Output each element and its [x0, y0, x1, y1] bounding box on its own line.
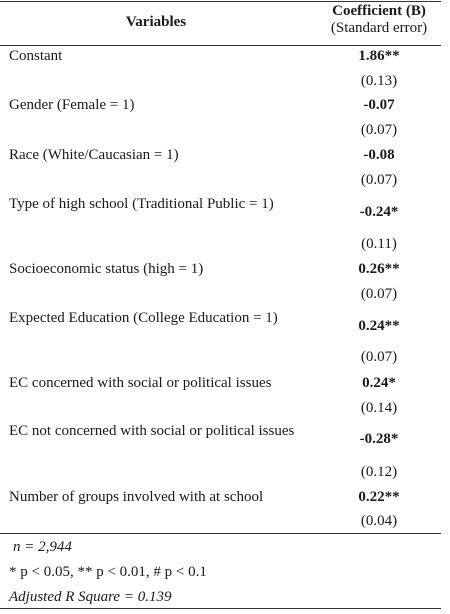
row-coef-num-groups: 0.22**	[358, 489, 400, 505]
header-variables: Variables	[125, 14, 187, 30]
footer-adjusted-r2: Adjusted R Square = 0.139	[9, 589, 172, 605]
header-se-label: (Standard error)	[330, 20, 428, 36]
row-label-high-school: Type of high school (Traditional Public = 1)	[9, 196, 274, 212]
row-label-ec-concerned: EC concerned with social or political issues	[9, 375, 272, 391]
footer-significance: * p < 0.05, ** p < 0.01, # p < 0.1	[9, 564, 207, 580]
header-coefficient	[318, 3, 440, 37]
table-bottom-rule	[0, 533, 441, 534]
header-coefficient-label: Coefficient (B)	[332, 3, 426, 19]
row-coef-high-school: -0.24*	[359, 204, 399, 220]
footer-n: n = 2,944	[13, 539, 72, 555]
row-coef-race: -0.08	[363, 147, 395, 163]
row-coef-ec-concerned: 0.24*	[362, 375, 396, 391]
row-se-ec-not-concerned: (0.12)	[360, 464, 398, 480]
row-coef-ses: 0.26**	[358, 261, 400, 277]
row-se-constant: (0.13)	[360, 73, 398, 89]
row-coef-expected-education: 0.24**	[358, 318, 400, 334]
row-coef-gender: -0.07	[363, 97, 395, 113]
row-label-ses: Socioeconomic status (high = 1)	[9, 261, 204, 277]
row-se-num-groups: (0.04)	[360, 513, 398, 529]
row-label-constant: Constant	[9, 48, 63, 64]
row-se-race: (0.07)	[360, 172, 398, 188]
row-label-ec-not-concerned: EC not concerned with social or political issues	[9, 423, 295, 439]
row-label-expected-education: Expected Education (College Education = 1)	[9, 310, 278, 326]
row-coef-constant: 1.86**	[358, 48, 400, 64]
row-se-expected-education: (0.07)	[360, 349, 398, 365]
row-se-ec-concerned: (0.14)	[360, 400, 398, 416]
row-label-race: Race (White/Caucasian = 1)	[9, 147, 179, 163]
row-se-high-school: (0.11)	[361, 236, 397, 252]
table-end-rule	[0, 608, 441, 609]
row-coef-ec-not-concerned: -0.28*	[359, 431, 399, 447]
row-label-gender: Gender (Female = 1)	[9, 97, 135, 113]
table-top-rule	[0, 1, 441, 2]
row-label-num-groups: Number of groups involved with at school	[9, 489, 264, 505]
row-se-gender: (0.07)	[360, 122, 398, 138]
row-se-ses: (0.07)	[360, 286, 398, 302]
